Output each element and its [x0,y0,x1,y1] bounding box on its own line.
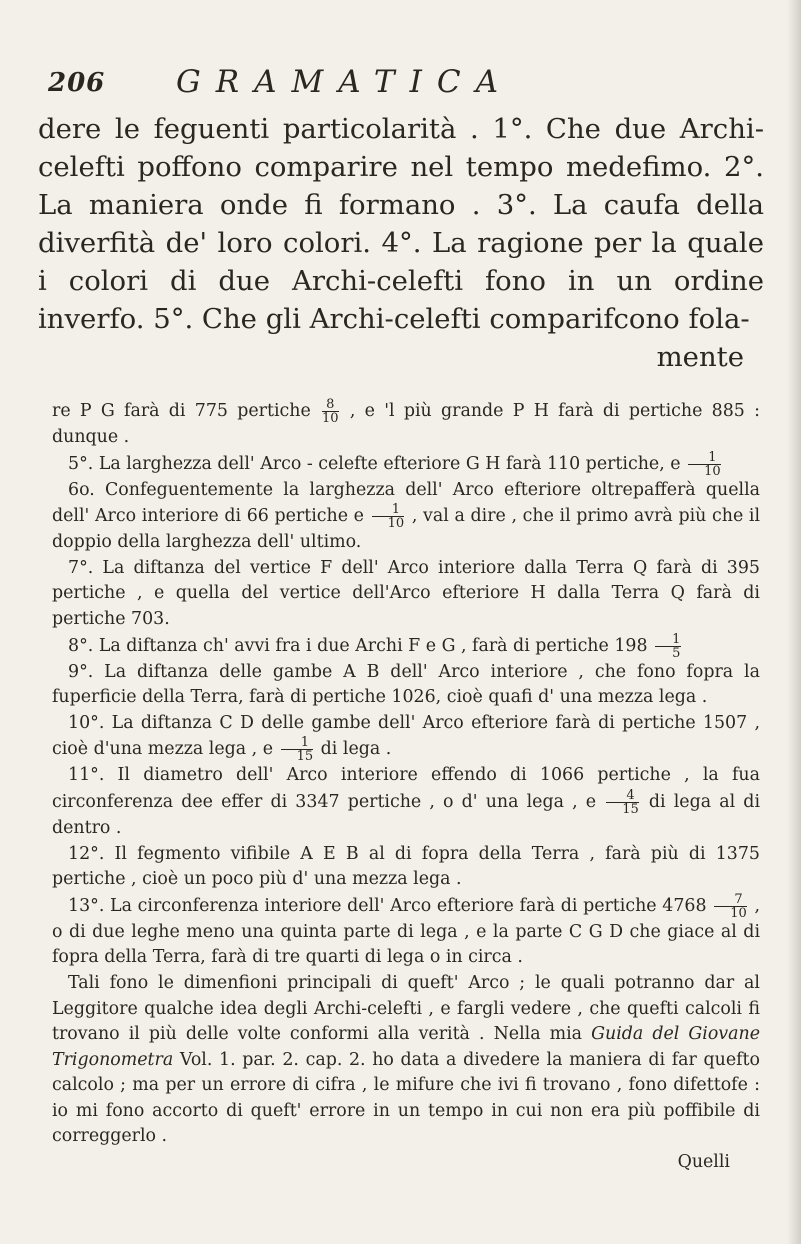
note-text: , e 'l più grande P H farà di pertiche 885 : dunque . [52,401,760,447]
note-continuation [52,398,760,451]
note-item-5: 5°. La larghezza dell' Arco - celefte efteriore G H farà 110 pertiche, e $\frac{1}{10}$ [68,449,721,479]
note-item-7: 7°. La diftanza del vertice F dell' Arco interiore dalla Terra Q farà di 395 pertiche , e quella del vertice dell'Arco efteriore H dalla Terra Q farà di pertiche 703. [52,557,760,629]
main-text [38,110,764,376]
catchword-main: mente [656,341,744,373]
fraction: $\frac{1}{15}$ [281,736,314,763]
main-paragraph: dere le feguenti particolarità . 1°. Che due Archi-celefti poffono comparire nel tempo medefimo. 2°. La maniera onde fi formano . 3°. La caufa della diverfità de' loro colori. 4°. La ragione per la quale i colori di due Archi-celefti fono in un ordine inverfo. 5°. Che gli Archi-celefti comparifcono fola- [38,113,764,335]
page-edge-shadow [787,0,801,1244]
note-item-9: 9°. La diftanza delle gambe A B dell' Arco interiore , che fono fopra la fuperficie della Terra, farà di pertiche 1026, cioè quafi d' una mezza lega . [52,661,760,708]
fraction: $\frac{1}{5}$ [655,633,681,660]
note-item-12: 12°. Il fegmento vifibile A E B al di fopra della Terra , farà più di 1375 pertiche , cioè un poco più d' una mezza lega . [52,843,760,890]
footnotes [52,398,760,1176]
note-item-6: 6o. Confeguentemente la larghezza dell' Arco efteriore oltrepafferà quella dell' Arco interiore di 66 pertiche e $\frac{1}{10}$ , val a dire , che il primo avrà più che il doppio della larghezza dell' ultimo. [52,479,761,553]
note-item-13: 13°. La circonferenza interiore dell' Arco efteriore farà di pertiche 4768 $\frac{7}{10}$ , o di due leghe meno una quinta parte di lega , e la parte C G D che giace al di fopra della Terra, farà di tre quarti di lega o in circa . [52,891,760,968]
catchword-notes: Quelli [677,1152,730,1173]
note-text: re P G farà di 775 pertiche [52,401,311,421]
note-item-10: 10°. La diftanza C D delle gambe dell' Arco efteriore farà di pertiche 1507 , cioè d'una mezza lega , e $\frac{1}{15}$ di lega . [52,712,760,765]
fraction: $\frac{4}{15}$ [606,789,639,816]
fraction: $\frac{1}{10}$ [688,451,721,478]
fraction: $\frac{7}{10}$ [714,893,747,920]
fraction: $\frac{1}{10}$ [372,503,405,530]
running-head: GRAMATICA [176,64,513,100]
page-number: 206 [48,68,106,98]
page-header [48,64,768,108]
fraction: $\frac{8}{10}$ [322,397,339,426]
book-title: Guida del Giovane Trigonometra [52,1024,760,1070]
note-item-8: 8°. La diftanza ch' avvi fra i due Archi F e G , farà di pertiche 198 $\frac{1}{5}$ [68,631,681,661]
closing-paragraph: Tali fono le dimenfioni principali di queft' Arco ; le quali potranno dar al Leggitore qualche idea degli Archi-celefti , e fargli vedere , che quefti calcoli fi trovano il più delle volte conformi alla verità . Nella mia Guida del Giovane Trigonometra Vol. 1. par. 2. cap. 2. ho data a divedere la maniera di far quefto calcolo ; ma per un errore di cifra , le mifure che ivi fi trovano , fono difettofe : io mi fono accorto di queft' errore in un tempo in cui non era più poffibile di correggerlo . [52,972,761,1147]
note-item-11: 11°. Il diametro dell' Arco interiore effendo di 1066 pertiche , la fua circonferenza dee effer di 3347 pertiche , o d' una lega , e $\frac{4}{15}$ di lega al di dentro . [52,765,760,838]
